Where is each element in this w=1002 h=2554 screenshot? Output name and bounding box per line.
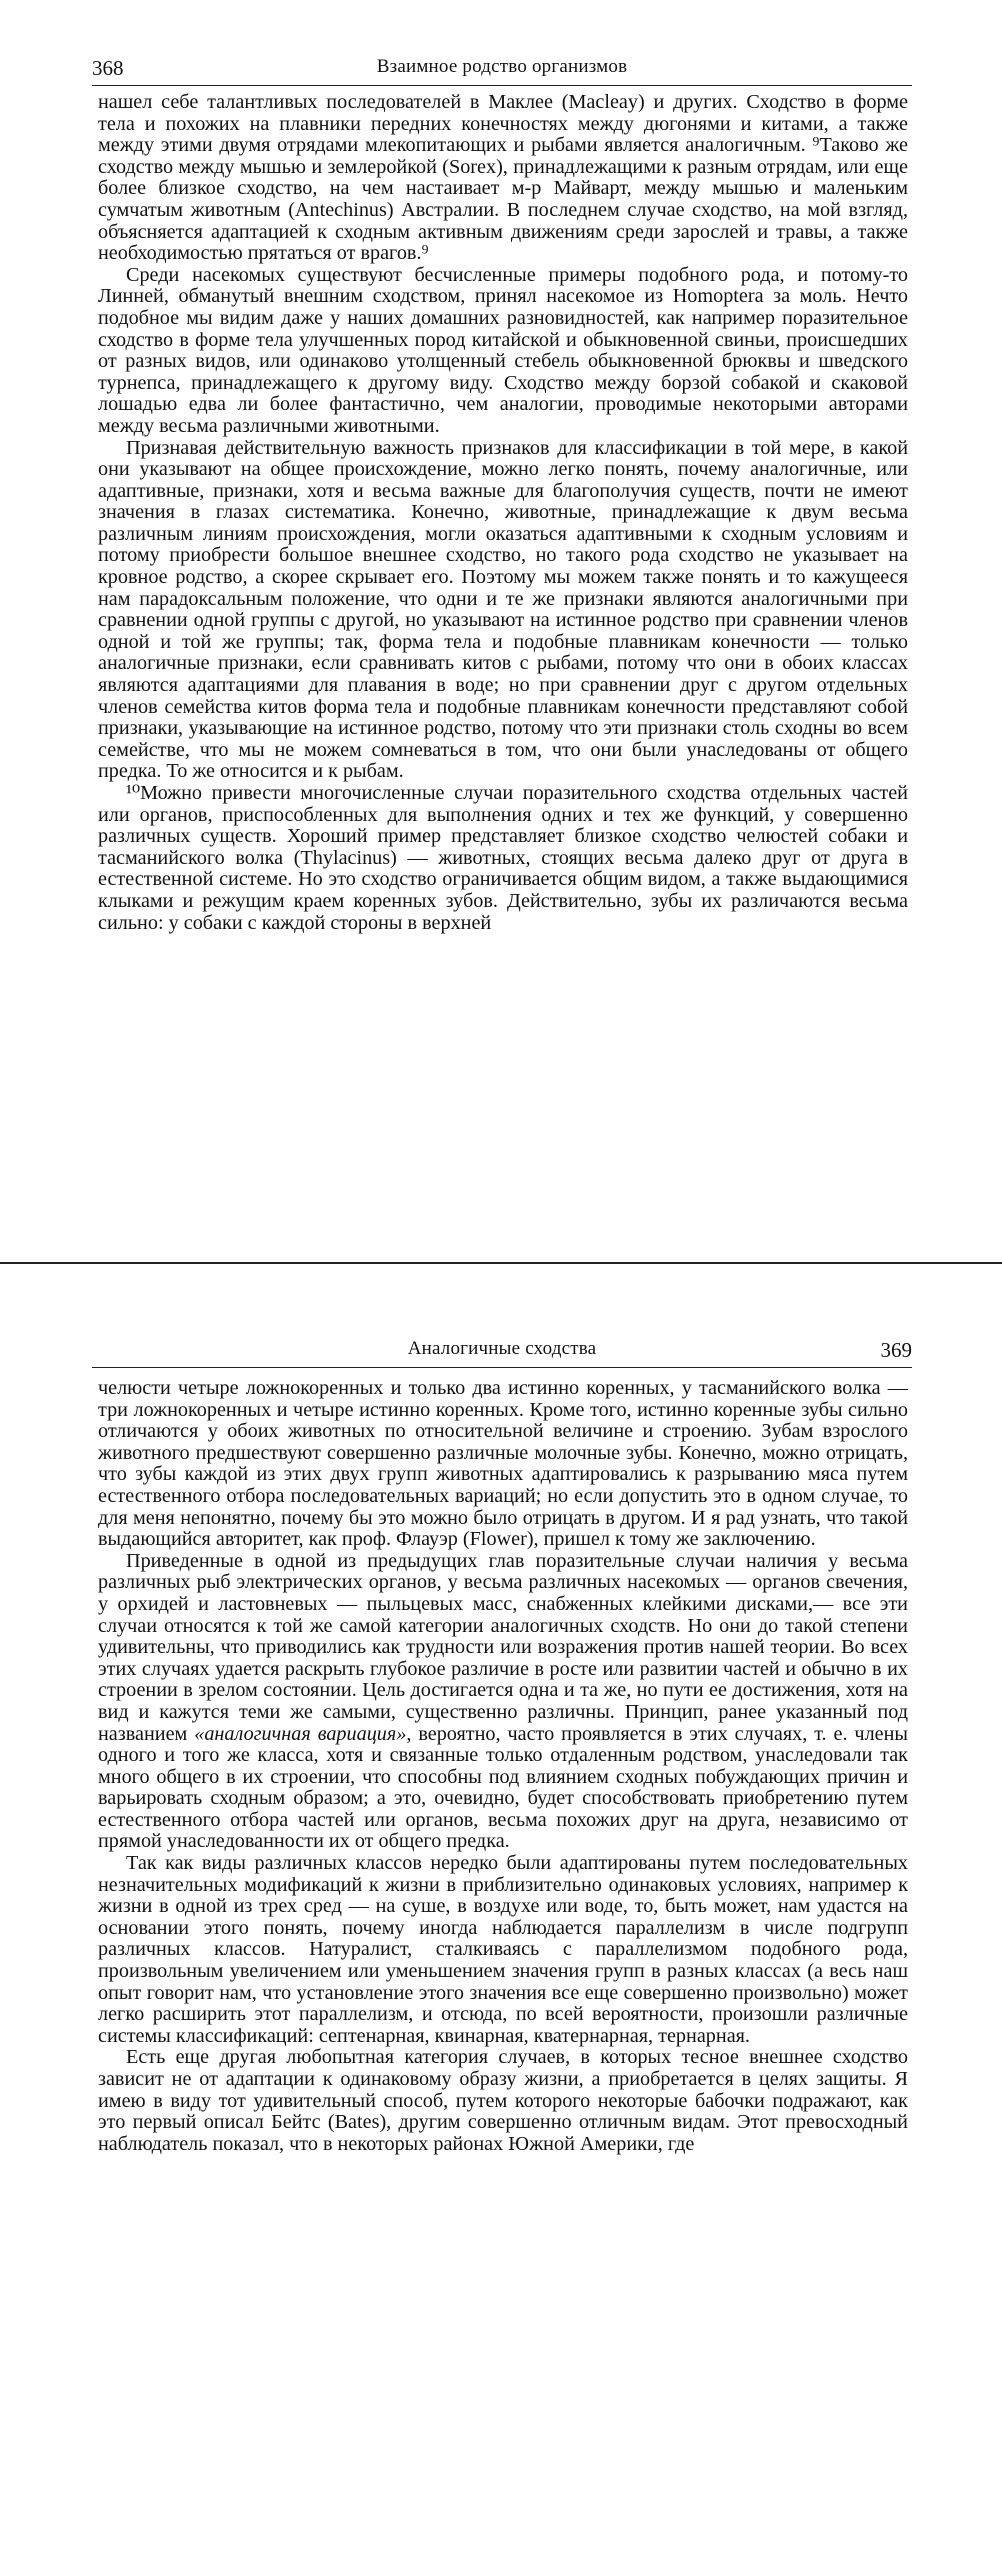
paragraph: Так как виды различных классов нередко были адаптированы путем последовательных незначительных модификаций к жизни в приблизительно одинаковых условиях, например к жизни в одной из трех сред — на суше, в воздухе или воде, то, быть может, нам удастся на основании этого понять, почему иногда наблюдается параллелизм в числе подгрупп различных классов. Натуралист, сталкиваясь с параллелизмом подобного рода, произвольным увеличением или уменьшением значения групп в разных классах (а весь наш опыт говорит нам, что установление этого значения все еще совершенно произвольно) может легко расширить этот параллелизм, и отсюда, по всей вероятности, произошли различные системы классификаций: септенарная, квинарная, кватернарная, тернарная. [98,1852,908,2047]
paragraph: нашел себе талантливых последователей в Маклее (Macleay) и других. Сходство в форме тела и похожих на плавники передних конечностях между дюгонями и китами, а также между этими двумя отрядами млекопитающих и рыбами является аналогичным. ⁹Таково же сходство между мышью и землеройкой (Sorex), принадлежащими к разным отрядам, или еще более близкое сходство, на чем настаивает м-р Майварт, между мышью и маленьким сумчатым животным (Antechinus) Австралии. В последнем случае сходство, на мой взгляд, объясняется адаптацией к сходным активным движениям среди зарослей и травы, а также необходимостью прятаться от врагов.⁹ [98,91,908,265]
paragraph: Признавая действительную важность признаков для классификации в той мере, в какой они указывают на общее происхождение, можно легко понять, почему аналогичные, или адаптивные, признаки, хотя и весьма важные для благополучия существ, почти не имеют значения в глазах систематика. Конечно, животные, принадлежащие к двум весьма различным линиям происхождения, могли оказаться адаптивными к сходным условиям и потому приобрести большое внешнее сходство, но такого рода сходство не указывает на кровное родство, а скорее скрывает его. Поэтому мы можем также понять и то кажущееся нам парадоксальным положение, что одни и те же признаки являются аналогичными при сравнении одной группы с другой, но указывают на истинное родство при сравнении членов одной и той же группы; так, форма тела и подобные плавникам конечности — только аналогичные признаки, если сравнивать китов с рыбами, потому что они в обоих классах являются адаптациями для плавания в воде; но при сравнении друг с другом отдельных членов семейства китов форма тела и подобные плавникам конечности представляют собой признаки, указывающие на истинное родство, потому что эти признаки столь сходны во всем семействе, что мы не можем сомневаться в том, что они были унаследованы от общего предка. То же относится и к рыбам. [98,436,908,783]
paragraph: Есть еще другая любопытная категория случаев, в которых тесное внешнее сходство зависит не от адаптации к одинаковому образу жизни, а приобретается в целях защиты. Я имею в виду тот удивительный способ, путем которого некоторые бабочки подражают, как это первый описал Бейтс (Bates), другим совершенно отличным видам. Этот превосходный наблюдатель показал, что в некоторых районах Южной Америки, где [98,2046,908,2155]
page-368 [0,0,1002,1240]
page-369 [0,1310,1002,2554]
paragraph-text: , вероятно, часто проявляется в этих случаях, т. е. члены одного и того же класса, хотя и связанные только отдаленным родством, унаследовали так много общего в их строении, что способны под влиянием сходных побуждающих причин и варьировать сходным образом; а это, очевидно, будет способствовать приобретению путем естественного отбора частей или органов, весьма похожих друг на друга, независимо от прямой унаследованности их от общего предка. [98,1722,908,1853]
italic-term: «аналогичная вариация» [194,1722,407,1745]
paragraph-text: Приведенные в одной из предыдущих глав поразительные случаи наличия у весьма различных рыб электрических органов, у весьма различных насекомых — органов свечения, у орхидей и ластовневых — пыльцевых масс, снабженных клейкими дисками,— все эти случаи относятся к той же самой категории аналогичных сходств. Но они до такой степени удивительны, что приводились как трудности или возражения против нашей теории. Во всех этих случаях удается раскрыть глубокое различие в росте или развитии частей и обычно в их строении в зрелом состоянии. Цель достигается одна и та же, но пути ее достижения, хотя на вид и кажутся теми же самыми, существенно различны. Принцип, ранее указанный под названием [98,1549,908,1745]
body-text-369 [98,1378,908,2155]
page-separator [0,1262,1002,1264]
header-rule [92,85,912,87]
page-number: 369 [880,1338,912,1362]
paragraph [98,1551,908,1853]
header-rule [92,1367,912,1369]
paragraph: челюсти четыре ложнокоренных и только два истинно коренных, у тасманийского волка — три ложнокоренных и четыре истинно коренных. Кроме того, истинно коренные зубы сильно отличаются у обоих животных по относительной величине и строению. Зубам взрослого животного предшествуют совершенно различные молочные зубы. Конечно, можно отрицать, что зубы каждой из этих двух групп животных адаптировались к разрыванию мяса путем естественного отбора последовательных вариаций; но если допустить это в одном случае, то для меня непонятно, почему бы это можно было отрицать в другом. И я рад узнать, что такой выдающийся авторитет, как проф. Флауэр (Flower), пришел к тому же заключению. [98,1377,908,1551]
paragraph: Среди насекомых существуют бесчисленные примеры подобного рода, и потому-то Линней, обманутый внешним сходством, принял насекомое из Homoptera за моль. Нечто подобное мы видим даже у наших домашних разновидностей, как например поразительное сходство в форме тела улучшенных пород китайской и обыкновенной свиньи, происшедших от разных видов, или одинаково утолщенный стебель обыкновенной брюквы и шведского турнепса, принадлежащего к другому виду. Сходство между борзой собакой и скаковой лошадью едва ли более фантастично, чем аналогии, проводимые некоторыми авторами между весьма различными животными. [98,263,908,437]
running-title: Взаимное родство организмов [376,56,628,77]
body-text-368 [98,92,908,934]
paragraph: ¹⁰Можно привести многочисленные случаи поразительного сходства отдельных частей или органов, приспособленных для выполнения одних и тех же функций, у совершенно различных существ. Хороший пример представляет близкое сходство челюстей собаки и тасманийского волка (Thylacinus) — животных, стоящих весьма далеко друг от друга в естественной системе. Но это сходство ограничивается общим видом, а также выдающимися клыками и режущим краем коренных зубов. Действительно, зубы их различаются весьма сильно: у собаки с каждой стороны в верхней [98,782,908,934]
running-header-368 [92,56,912,82]
page-number: 368 [92,56,124,80]
running-title: Аналогичные сходства [407,1338,597,1359]
running-header-369 [92,1338,912,1364]
